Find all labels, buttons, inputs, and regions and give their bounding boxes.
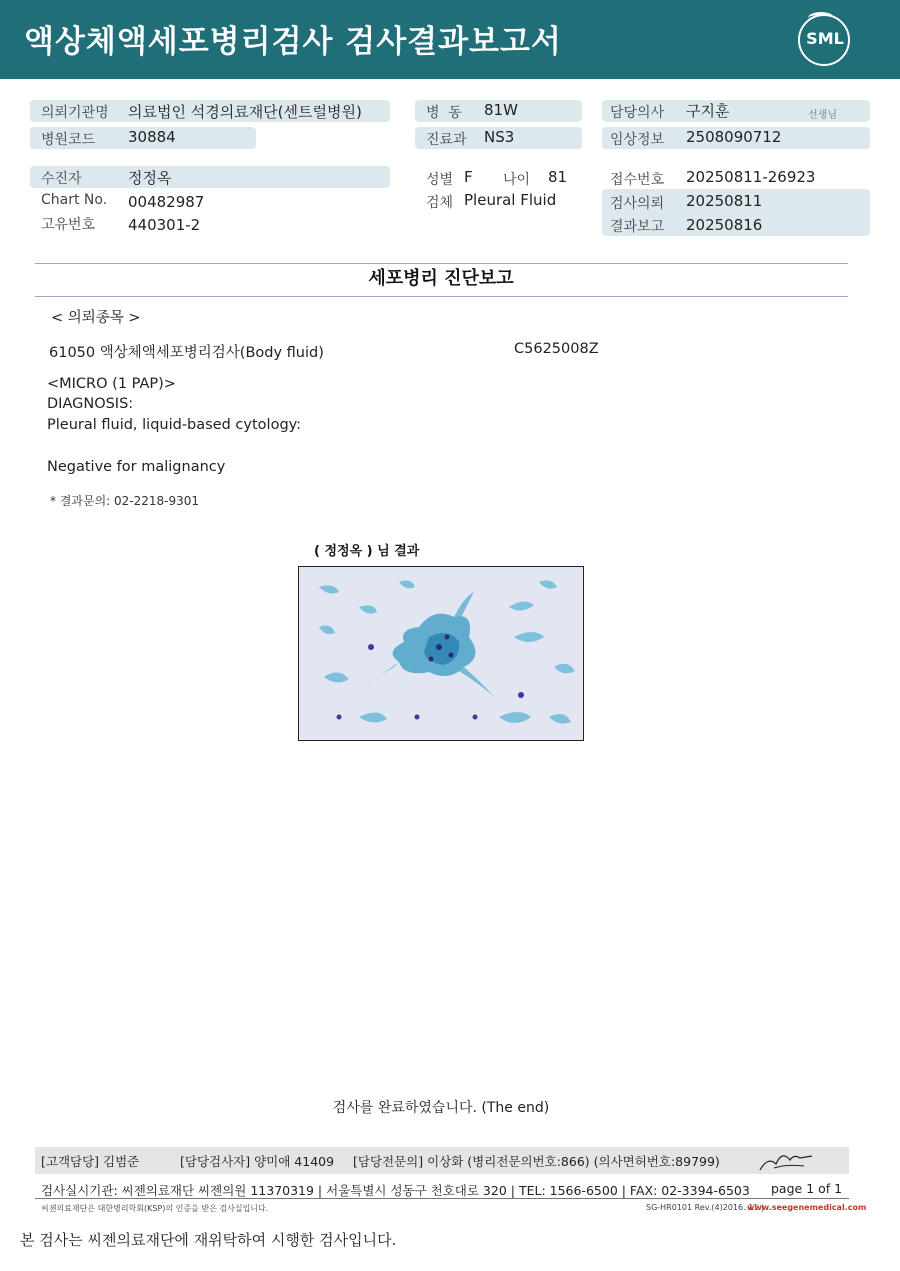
hospital-code-label: 병원코드 — [41, 132, 96, 148]
institution-value: 의료법인 석경의료재단(센트럴병원) — [128, 103, 362, 121]
specimen-value: Pleural Fluid — [464, 191, 557, 209]
image-caption: ( 정정옥 ) 님 결과 — [314, 544, 420, 559]
specimen-label: 검체 — [426, 195, 454, 211]
sex-label: 성별 — [426, 172, 454, 188]
sml-logo-text: SML — [806, 29, 844, 48]
id-label: 고유번호 — [41, 217, 96, 233]
bottom-note: 본 검사는 씨젠의료재단에 재위탁하여 시행한 검사입니다. — [20, 1231, 397, 1249]
signature-icon — [756, 1146, 816, 1174]
receipt-value: 20250811-26923 — [686, 168, 816, 186]
website-link[interactable]: www.seegenemedical.com — [747, 1203, 867, 1212]
report-date-label: 결과보고 — [610, 219, 665, 235]
sex-value: F — [464, 168, 473, 186]
dept-value: NS3 — [484, 128, 515, 146]
report-date-value: 20250816 — [686, 216, 763, 234]
institution-label: 의뢰기관명 — [41, 105, 109, 121]
contact-note: * 결과문의: 02-2218-9301 — [50, 494, 200, 508]
hospital-code-value: 30884 — [128, 128, 176, 146]
diagnosis-label: DIAGNOSIS: — [47, 396, 134, 412]
receipt-label: 접수번호 — [610, 172, 665, 188]
customer-staff: [고객담당] 김범준 — [41, 1154, 140, 1169]
logo-arc-icon — [808, 12, 834, 24]
order-item: 61050 액상체액세포병리검사(Body fluid) — [49, 345, 324, 361]
certification-note: 씨젠의료재단은 대한병리학회(KSP)의 인증을 받은 검사실입니다. — [41, 1204, 269, 1213]
clinical-label: 임상정보 — [610, 132, 665, 148]
tester-staff: [담당검사자] 양미애 41409 — [180, 1154, 335, 1169]
clinical-value: 2508090712 — [686, 128, 782, 146]
chart-value: 00482987 — [128, 193, 205, 211]
micro-line: <MICRO (1 PAP)> — [47, 376, 176, 392]
order-heading: < 의뢰종목 > — [51, 310, 141, 326]
report-title: 액상체액세포병리검사 검사결과보고서 — [24, 24, 562, 60]
dept-label: 진료과 — [426, 132, 467, 148]
age-label: 나이 — [503, 172, 531, 188]
order-code: C5625008Z — [514, 341, 599, 357]
footer-rule — [35, 1198, 849, 1199]
doctor-suffix: 선생님 — [808, 110, 837, 121]
cytology-image — [298, 566, 584, 741]
doctor-value: 구지훈 — [686, 102, 730, 120]
request-label: 검사의뢰 — [610, 196, 665, 212]
lab-info: 검사실시기관: 씨젠의료재단 씨젠의원 11370319 | 서울특별시 성동구 천호대로 320 | TEL: 1566-6500 | FAX: 02-3394-6503 — [41, 1183, 750, 1198]
section-bottom-rule — [35, 296, 848, 297]
specimen-line: Pleural fluid, liquid-based cytology: — [47, 417, 302, 433]
id-value: 440301-2 — [128, 216, 201, 234]
age-value: 81 — [548, 168, 568, 186]
end-text: 검사를 완료하였습니다. (The end) — [332, 1100, 550, 1116]
diagnosis-result: Negative for malignancy — [47, 459, 226, 475]
page-number: page 1 of 1 — [771, 1181, 843, 1196]
chart-label: Chart No. — [41, 192, 108, 208]
patient-label: 수진자 — [41, 171, 82, 187]
request-value: 20250811 — [686, 192, 763, 210]
cytology-slide-drawing — [299, 567, 584, 741]
specialist-staff: [담당전문의] 이상화 (병리전문의번호:866) (의사면허번호:89799) — [353, 1154, 720, 1169]
doctor-label: 담당의사 — [610, 105, 665, 121]
patient-value: 정정옥 — [128, 169, 172, 187]
ward-label: 병 동 — [426, 105, 462, 121]
section-title: 세포병리 진단보고 — [368, 268, 514, 289]
patient-row — [30, 166, 390, 188]
form-code: SG-HR0101 Rev.(4)2016. 11 | — [646, 1203, 764, 1212]
ward-value: 81W — [484, 101, 518, 119]
